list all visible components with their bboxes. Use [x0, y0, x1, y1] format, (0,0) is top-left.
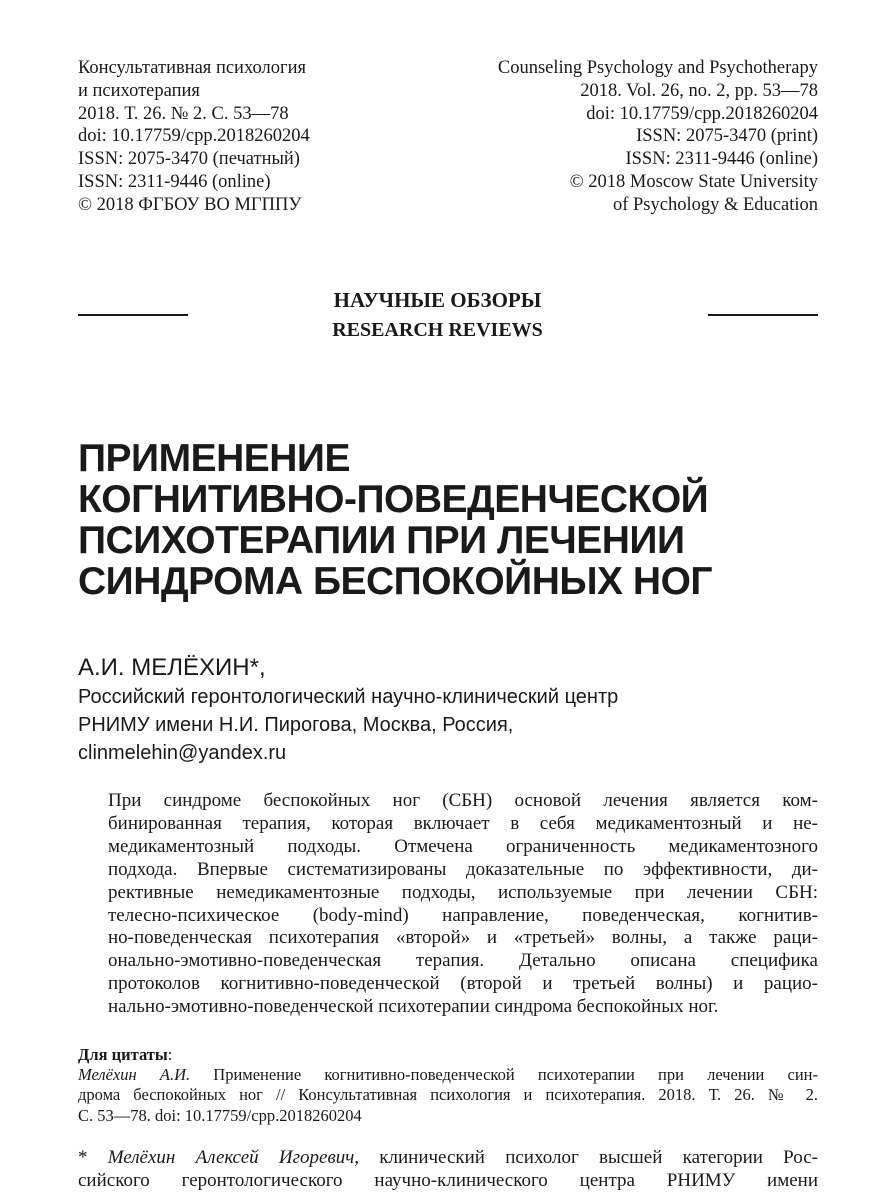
journal-header-en	[498, 57, 818, 217]
header-ru-line: и психотерапия	[78, 80, 200, 101]
header-ru-doi: doi: 10.17759/cpp.2018260204	[78, 126, 310, 147]
footnote-line: сийского геронтологического научно-клинического центра РНИМУ имени	[78, 1170, 818, 1191]
affiliation-line: Российский геронтологический научно-клинический центр	[78, 686, 619, 708]
header-en-line: 2018. Vol. 26, no. 2, pp. 53—78	[580, 80, 818, 101]
title-line: СИНДРОМА БЕСПОКОЙНЫХ НОГ	[78, 560, 713, 603]
affiliation-line: РНИМУ имени Н.И. Пирогова, Москва, Россия,	[78, 714, 514, 736]
abstract-line: онально-эмотивно-поведенческая терапия. Детально описана специфика	[108, 950, 818, 972]
section-heading-en: RESEARCH REVIEWS	[332, 319, 543, 341]
abstract-line: бинированная терапия, которая включает в себя медикаментозный и не-	[108, 812, 818, 834]
title-line: ПСИХОТЕРАПИИ ПРИ ЛЕЧЕНИИ	[78, 519, 685, 562]
citation-heading-label: Для цитаты	[78, 1045, 168, 1064]
section-heading-ru: НАУЧНЫЕ ОБЗОРЫ	[333, 288, 542, 312]
citation-line	[78, 1065, 818, 1085]
author-name: А.И. МЕЛЁХИН*,	[78, 654, 266, 681]
footnote-star: *	[78, 1147, 108, 1168]
citation-heading-colon: :	[167, 1045, 173, 1064]
abstract	[108, 790, 818, 1019]
article-title	[78, 438, 838, 602]
header-en-line: © 2018 Moscow State University	[569, 171, 818, 192]
title-line: КОГНИТИВНО-ПОВЕДЕНЧЕСКОЙ	[78, 478, 709, 521]
header-en-doi: doi: 10.17759/cpp.2018260204	[586, 103, 818, 124]
abstract-line: но-поведенческая психотерапия «второй» и «третьей» волны, а также раци-	[108, 927, 818, 949]
header-ru-line: 2018. Т. 26. № 2. С. 53—78	[78, 103, 289, 124]
header-ru-line: ISSN: 2075-3470 (печатный)	[78, 149, 300, 170]
header-en-line: Counseling Psychology and Psychotherapy	[497, 58, 818, 78]
header-ru-line: Консультативная психология	[78, 58, 306, 78]
author-email: clinmelehin@yandex.ru	[78, 742, 287, 764]
abstract-line: нально-эмотивно-поведенческой психотерапии синдрома беспокойных ног.	[108, 996, 719, 1018]
abstract-line: подхода. Впервые систематизированы доказательные по эффективности, ди-	[108, 858, 818, 880]
header-en-line: of Psychology & Education	[612, 194, 818, 215]
citation-block	[78, 1045, 818, 1126]
citation-line: С. 53—78. doi: 10.17759/cpp.2018260204	[78, 1105, 362, 1125]
citation-author: Мелёхин А.И.	[78, 1065, 191, 1085]
header-ru-line: ISSN: 2311-9446 (online)	[78, 171, 271, 192]
citation-text: Применение когнитивно-поведенческой психотерапии при лечении син-	[190, 1065, 818, 1085]
abstract-line: При синдроме беспокойных ног (СБН) основой лечения является ком-	[108, 790, 818, 811]
header-en-line: ISSN: 2075-3470 (print)	[636, 126, 818, 147]
abstract-line: телесно-психическое (body-mind) направление, поведенческая, когнитив-	[108, 904, 818, 926]
title-line: ПРИМЕНЕНИЕ	[78, 437, 350, 480]
section-heading	[0, 285, 875, 345]
abstract-line: рективные немедикаментозные подходы, используемые при лечении СБН:	[108, 881, 818, 903]
author-affiliation	[78, 683, 618, 767]
author-footnote	[78, 1146, 818, 1192]
footnote-author-name: Мелёхин Алексей Игоревич	[107, 1147, 355, 1168]
citation-heading	[78, 1045, 818, 1065]
journal-header-ru	[78, 57, 310, 217]
header-en-line: ISSN: 2311-9446 (online)	[625, 149, 818, 170]
footnote-line	[78, 1146, 818, 1169]
abstract-line: протоколов когнитивно-поведенческой (второй и третьей волны) и рацио-	[108, 973, 818, 995]
citation-line: дрома беспокойных ног // Консультативная психология и психотерапия. 2018. Т. 26. № 2.	[78, 1085, 818, 1105]
abstract-line: медикаментозный подходы. Отмечена ограниченность медикаментозного	[108, 835, 818, 857]
header-ru-line: © 2018 ФГБОУ ВО МГППУ	[78, 194, 302, 215]
footnote-text: , клинический психолог высшей категории Рос-	[354, 1147, 818, 1168]
